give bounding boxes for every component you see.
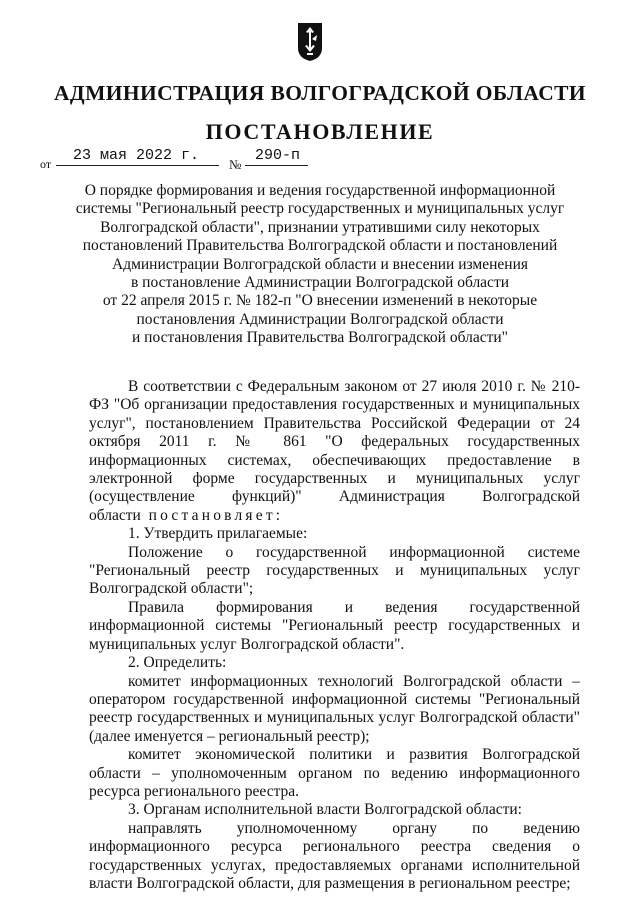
resolves-word: постановляет:: [148, 506, 284, 524]
item-1-position: Положение о государственной информационной системе "Региональный реестр государственных и муниципальных услуг Волгоградской области";: [89, 543, 580, 598]
title-line: Администрации Волгоградской области и внесении изменения: [112, 255, 528, 273]
date-underline: [56, 165, 219, 166]
title-line: и постановления Правительства Волгоградской области": [131, 329, 508, 347]
item-3-directive: направлять уполномоченному органу по ведению информационного ресурса регионального реестра сведения о государственных услугах, предоставляемых органами исполнительной власти Волгоградской области, для размещения в региональном реестре;: [89, 819, 580, 892]
title-line: О порядке формирования и ведения государственной информационной: [84, 182, 556, 199]
document-dateline: [0, 147, 640, 173]
item-2-authorized-body: комитет экономической политики и развития Волгоградской области – уполномоченным органом по ведению информационного ресурса регионального реестра.: [89, 746, 580, 800]
title-line: от 22 апреля 2015 г. № 182-п "О внесении изменений в некоторые: [102, 292, 538, 310]
document-title: [70, 182, 570, 348]
document-date: 23 мая 2022 г.: [73, 147, 200, 164]
item-2: 2. Определить:: [128, 654, 227, 672]
document-number: 290-п: [255, 147, 301, 164]
number-underline: [245, 165, 308, 166]
item-1-rules: Правила формирования и ведения государственной информационной системы "Региональный реестр государственных и муниципальных услуг Волгоградской области".: [89, 598, 580, 653]
preamble-text: В соответствии с Федеральным законом от 27 июля 2010 г. № 210-ФЗ "Об организации предоставления государственных и муниципальных услуг", постановлением Правительства Российской Федерации от 24 октября 2011 г. № 861 "О федеральных государственных информационных системах, обеспечивающих предоставление в электронной форме государственных и муниципальных услуг (осуществление функций)" Администрация Волгоградской области: [89, 378, 580, 524]
title-line: Волгоградской области", признании утратившими силу некоторых: [100, 218, 540, 236]
title-line: постановлений Правительства Волгоградской области и постановлений: [82, 237, 558, 255]
volgograd-emblem-icon: [297, 22, 323, 62]
document-type: ПОСТАНОВЛЕНИЕ: [205, 119, 435, 144]
item-2-operator: комитет информационных технологий Волгоградской области – оператором государственной информационной системы "Региональный реестр государственных и муниципальных услуг Волгоградской области" (далее именуется – региональный реестр);: [89, 672, 580, 745]
organization-name: АДМИНИСТРАЦИЯ ВОЛГОГРАДСКОЙ ОБЛАСТИ: [53, 81, 587, 105]
preamble-paragraph: [89, 378, 580, 525]
date-label: от: [40, 157, 52, 171]
title-line: постановления Администрации Волгоградской области: [136, 310, 504, 328]
item-3: 3. Органам исполнительной власти Волгоградской области:: [128, 801, 522, 819]
item-1: 1. Утвердить прилагаемые:: [128, 525, 308, 543]
title-line: в постановление Администрации Волгоградской области: [130, 274, 510, 292]
document-body: [89, 378, 580, 893]
title-line: системы "Региональный реестр государственных и муниципальных услуг: [75, 200, 565, 218]
number-label: №: [229, 157, 242, 172]
